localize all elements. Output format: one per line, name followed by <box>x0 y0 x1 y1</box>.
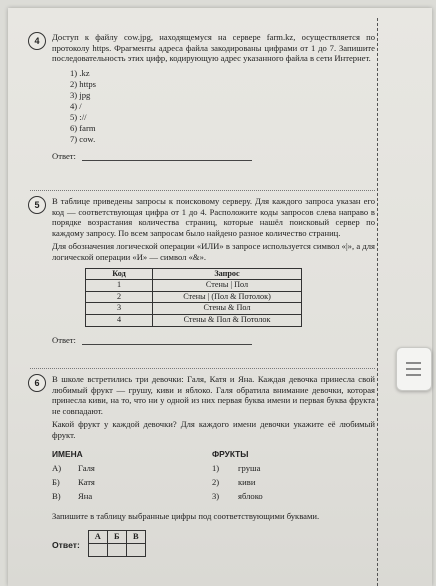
answer-field[interactable] <box>82 151 252 161</box>
fruit-item <box>212 477 372 491</box>
instruction: Запишите в таблицу выбранные цифры под соответствующими буквами. <box>52 511 320 522</box>
divider <box>30 190 375 191</box>
fruits-header: ФРУКТЫ <box>212 448 249 459</box>
task-text: В школе встретились три девочки: Галя, Катя и Яна. Каждая девочка принесла свой любимый фрукт — грушу, киви и яблоко. Галя обратила внимание девочки, которая принесла киви, на то, что ни у одной из них первая буква имени и первая буква фрукта не совпадают. <box>52 374 375 416</box>
name-item <box>52 491 212 505</box>
option-item: 1) .kz <box>70 67 90 78</box>
fruit-item-text: яблоко <box>238 491 263 502</box>
answer-label: Ответ: <box>52 334 76 345</box>
query-code: 1 <box>86 280 153 292</box>
answer-column-header: В <box>126 530 145 544</box>
query-code: 3 <box>86 303 153 315</box>
fruit-item-text: киви <box>238 477 256 488</box>
option-item: 7) cow. <box>70 133 96 144</box>
answer-cell[interactable] <box>107 544 126 557</box>
name-item <box>52 463 212 477</box>
name-item-marker: А) <box>52 463 62 474</box>
task-5 <box>30 196 375 345</box>
table-row <box>86 314 302 326</box>
option-item: 3) jpg <box>70 89 91 100</box>
table-row <box>86 303 302 315</box>
side-menu-button[interactable] <box>396 347 432 391</box>
name-item <box>52 477 212 491</box>
document-page <box>8 8 432 586</box>
menu-icon <box>406 362 421 364</box>
answer-column-header: А <box>88 530 107 544</box>
table-row <box>86 280 302 292</box>
fruit-item <box>212 491 372 505</box>
task-4 <box>30 32 375 161</box>
fruit-item-marker: 1) <box>212 463 220 474</box>
query-text: Стены & Пол <box>153 303 302 315</box>
task-6 <box>30 374 375 557</box>
fruits-column <box>212 449 372 506</box>
task-text: В таблице приведены запросы к поисковому серверу. Для каждого запроса указан его код — соответствующая цифра от 1 до 4. Расположите коды запросов слева направо в порядке возрастания количества страниц, которые нашёл поисковый сервер по каждому запросу. По всем запросам было найдено разное количество страниц. <box>52 196 375 238</box>
task-question: Какой фрукт у каждой девочки? Для каждого имени девочки укажите её любимый фрукт. <box>52 419 375 440</box>
answer-row <box>52 151 375 162</box>
answer-table <box>88 530 146 558</box>
answer-row <box>52 530 375 558</box>
option-list <box>70 68 375 145</box>
query-text: Стены & Пол & Потолок <box>153 314 302 326</box>
name-item-text: Галя <box>78 463 95 474</box>
query-text: Стены | (Пол & Потолок) <box>153 291 302 303</box>
names-column <box>52 449 212 506</box>
option-item: 4) / <box>70 100 82 111</box>
names-header: ИМЕНА <box>52 448 83 459</box>
fruit-item-marker: 2) <box>212 477 220 488</box>
name-item-text: Яна <box>78 491 93 502</box>
task-text: Доступ к файлу cow.jpg, находящемуся на сервере farm.kz, осуществляется по протоколу https. Фрагменты адреса файла закодированы цифрами от 1 до 7. Запишите последовательность этих цифр, кодирующую адрес указанного файла в сети Интернет. <box>52 32 375 64</box>
query-code: 2 <box>86 291 153 303</box>
answer-field[interactable] <box>82 335 252 345</box>
table-header: Запрос <box>153 268 302 280</box>
answer-label: Ответ: <box>52 150 76 161</box>
option-item: 2) https <box>70 78 97 89</box>
task-note: Для обозначения логической операции «ИЛИ» в запросе используется символ «|», а для логической операции «И» — символ «&». <box>52 241 375 262</box>
task-number: 5 <box>28 196 46 214</box>
answer-cell[interactable] <box>88 544 107 557</box>
answer-label: Ответ: <box>52 539 80 550</box>
query-code: 4 <box>86 314 153 326</box>
answer-row <box>52 335 375 346</box>
option-item: 5) :// <box>70 111 87 122</box>
name-item-text: Катя <box>78 477 95 488</box>
matching-columns <box>52 449 375 506</box>
task-number: 6 <box>28 374 46 392</box>
fruit-item <box>212 463 372 477</box>
answer-column-header: Б <box>107 530 126 544</box>
name-item-marker: В) <box>52 491 61 502</box>
divider <box>30 368 375 369</box>
fruit-item-marker: 3) <box>212 491 220 502</box>
menu-icon <box>406 368 421 370</box>
query-table <box>85 268 302 327</box>
fruit-item-text: груша <box>238 463 261 474</box>
name-item-marker: Б) <box>52 477 60 488</box>
option-item: 6) farm <box>70 122 96 133</box>
answer-cell[interactable] <box>126 544 145 557</box>
query-text: Стены | Пол <box>153 280 302 292</box>
cut-line <box>377 18 378 586</box>
table-header: Код <box>86 268 153 280</box>
menu-icon <box>406 374 421 376</box>
task-number: 4 <box>28 32 46 50</box>
table-row <box>86 291 302 303</box>
